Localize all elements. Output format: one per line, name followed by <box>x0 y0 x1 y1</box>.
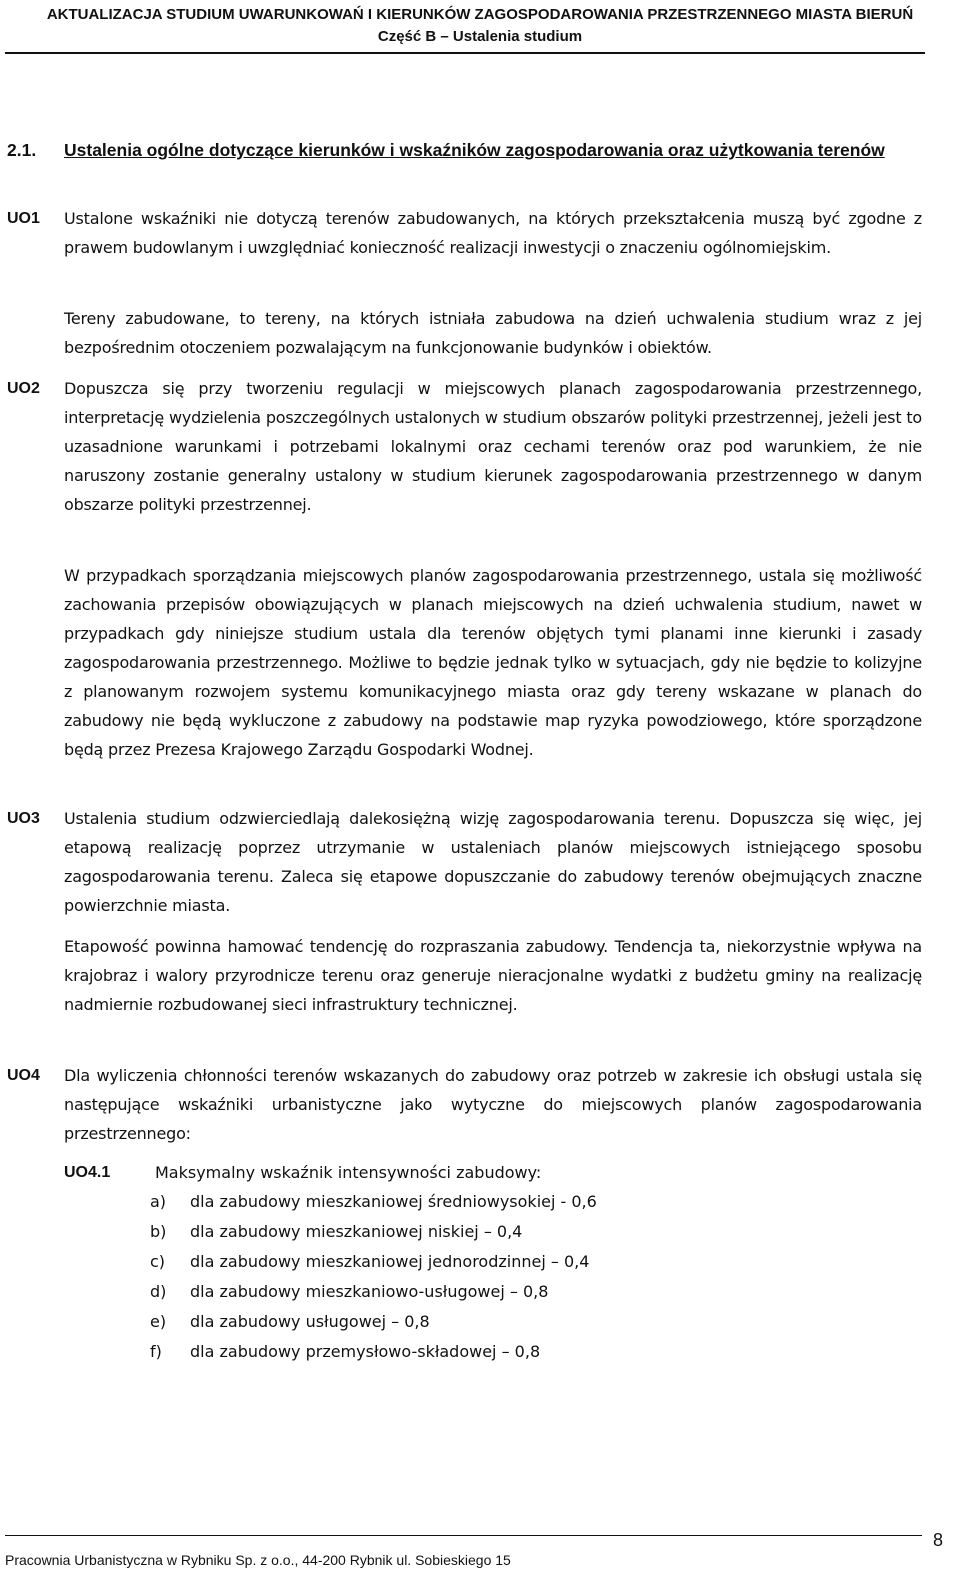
header-subtitle: Część B – Ustalenia studium <box>377 28 583 45</box>
section-title: Ustalenia ogólne dotyczące kierunków i wskaźników zagospodarowania oraz użytkowania terenów <box>64 140 885 160</box>
list-item-text: dla zabudowy mieszkaniowej średniowysokiej - 0,6 <box>190 1192 597 1211</box>
rule-label-uo4: UO4 <box>7 1067 40 1084</box>
footer-divider <box>5 1535 922 1536</box>
list-item-letter: f) <box>150 1342 162 1361</box>
list-item-letter: b) <box>150 1222 167 1241</box>
list-item-letter: a) <box>150 1192 167 1211</box>
rule-uo4-paragraph-1: Dla wyliczenia chłonności terenów wskazanych do zabudowy oraz potrzeb w zakresie ich obsługi ustala się następujące wskaźniki urbanistyczne jako wytyczne do miejscowych planów zagospodarowania przestrzennego: <box>64 1066 922 1143</box>
rule-uo3-paragraph-2: Etapowość powinna hamować tendencję do rozpraszania zabudowy. Tendencja ta, niekorzystnie wpływa na krajobraz i walory przyrodnicze terenu oraz generuje nieracjonalne wydatki z budżetu gminy na realizację nadmiernie rozbudowanej sieci infrastruktury technicznej. <box>64 937 922 1014</box>
rule-uo2-paragraph-1: Dopuszcza się przy tworzeniu regulacji w miejscowych planach zagospodarowania przestrzennego, interpretację wydzielenia poszczególnych ustalonych w studium obszarów polityki przestrzennej, jeżeli jest to uzasadnione warunkami i potrzebami lokalnymi oraz cechami terenów oraz pod warunkiem, że nie naruszony zostanie generalny ustalony w studium kierunek zagospodarowania przestrzennego w danym obszarze polityki przestrzennej. <box>64 379 922 514</box>
rule-label-uo2: UO2 <box>7 380 40 397</box>
list-item-letter: e) <box>150 1312 167 1331</box>
section-number: 2.1. <box>7 140 37 160</box>
page-number: 8 <box>933 1530 944 1550</box>
subrule-label: UO4.1 <box>64 1164 111 1181</box>
rule-label-uo3: UO3 <box>7 810 40 827</box>
header-divider <box>5 52 925 54</box>
document-header <box>0 4 960 48</box>
list-item-text: dla zabudowy mieszkaniowo-usługowej – 0,8 <box>190 1282 549 1301</box>
subrule-title: Maksymalny wskaźnik intensywności zabudowy: <box>155 1163 542 1182</box>
list-item-letter: d) <box>150 1282 167 1301</box>
rule-uo1-paragraph-2: Tereny zabudowane, to tereny, na których istniała zabudowa na dzień uchwalenia studium wraz z jej bezpośrednim otoczeniem pozwalającym na funkcjonowanie budynków i obiektów. <box>64 309 922 357</box>
rule-uo2-paragraph-2: W przypadkach sporządzania miejscowych planów zagospodarowania przestrzennego, ustala się możliwość zachowania przepisów obowiązujących w planach miejscowych na dzień uchwalenia studium, nawet w przypadkach gdy niniejsze studium ustala dla terenów objętych tymi planami inne kierunki i zasady zagospodarowania przestrzennego. Możliwe to będzie jednak tylko w sytuacjach, gdy nie będzie to kolizyjne z planowanym rozwojem systemu komunikacyjnego miasta oraz gdy tereny wskazane w planach do zabudowy nie będą wykluczone z zabudowy na podstawie map ryzyka powodziowego, które sporządzone będą przez Prezesa Krajowego Zarządu Gospodarki Wodnej. <box>64 566 922 759</box>
list-item-text: dla zabudowy usługowej – 0,8 <box>190 1312 430 1331</box>
rule-uo3-paragraph-1: Ustalenia studium odzwierciedlają dalekosiężną wizję zagospodarowania terenu. Dopuszcza się więc, jej etapową realizację poprzez utrzymanie w ustaleniach planów miejscowych istniejącego sposobu zagospodarowania terenu. Zaleca się etapowe dopuszczanie do zabudowy terenów obejmujących znaczne powierzchnie miasta. <box>64 809 922 915</box>
list-item-text: dla zabudowy przemysłowo-składowej – 0,8 <box>190 1342 541 1361</box>
rule-uo1-paragraph-1: Ustalone wskaźniki nie dotyczą terenów zabudowanych, na których przekształcenia muszą być zgodne z prawem budowlanym i uwzględniać konieczność realizacji inwestycji o znaczeniu ogólnomiejskim. <box>64 209 922 257</box>
list-item-text: dla zabudowy mieszkaniowej jednorodzinnej – 0,4 <box>190 1252 590 1271</box>
list-item-letter: c) <box>150 1252 166 1271</box>
footer-address: Pracownia Urbanistyczna w Rybniku Sp. z o.o., 44-200 Rybnik ul. Sobieskiego 15 <box>5 1552 511 1568</box>
header-title: AKTUALIZACJA STUDIUM UWARUNKOWAŃ I KIERUNKÓW ZAGOSPODAROWANIA PRZESTRZENNEGO MIASTA BIERUŃ <box>46 6 914 23</box>
list-item-text: dla zabudowy mieszkaniowej niskiej – 0,4 <box>190 1222 523 1241</box>
rule-label-uo1: UO1 <box>7 210 40 227</box>
